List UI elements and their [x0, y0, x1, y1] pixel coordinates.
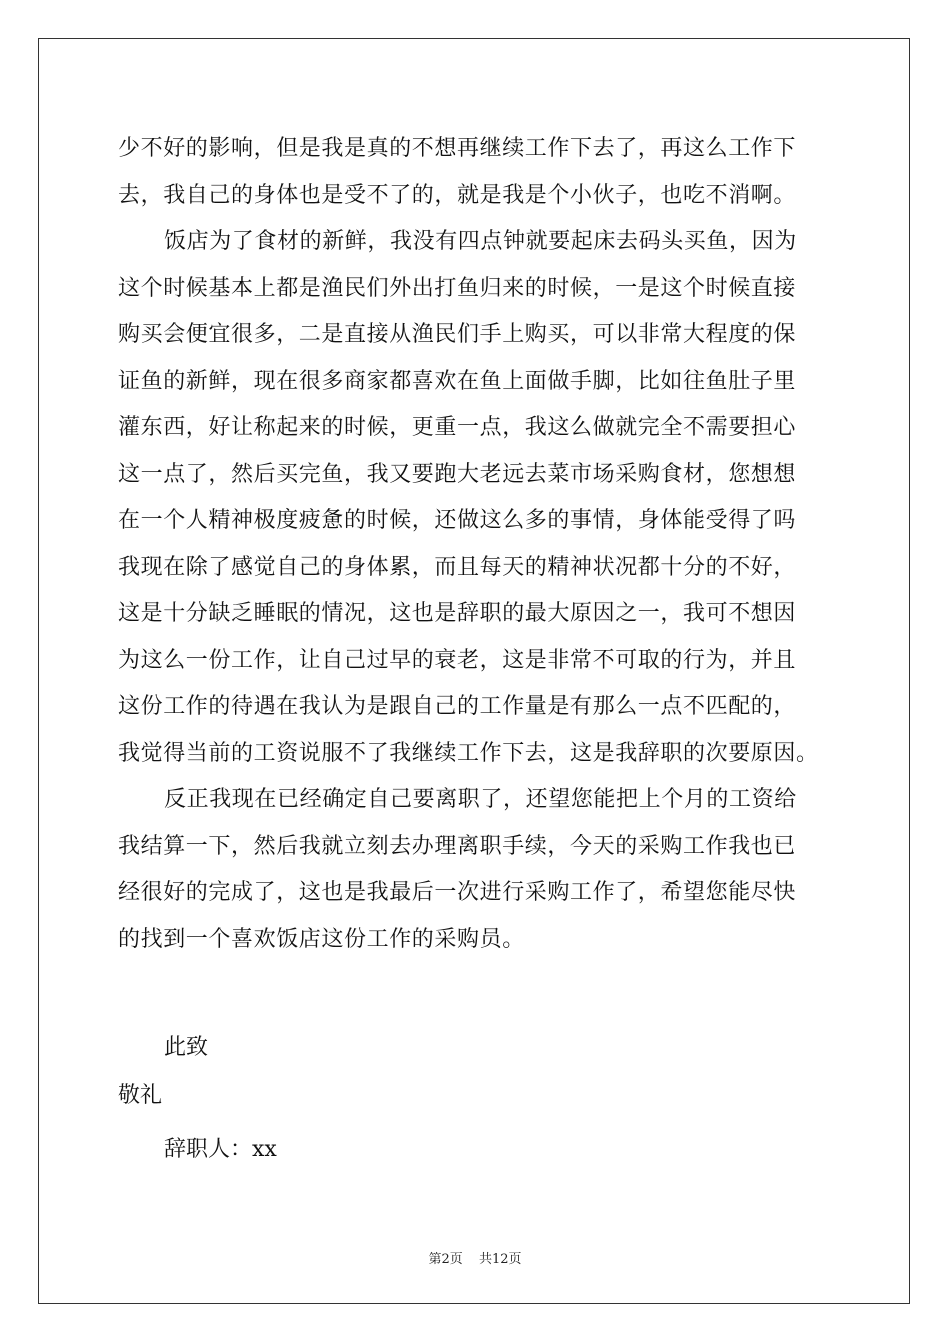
closing-regards: 敬礼 [118, 1083, 163, 1108]
text-line-9: 在一个人精神极度疲惫的时候，还做这么多的事情，身体能受得了吗 [118, 508, 797, 533]
text-line-2: 去，我自己的身体也是受不了的，就是我是个小伙子，也吃不消啊。 [118, 182, 797, 208]
signature-line: 辞职人：xx [164, 1137, 277, 1162]
text-line-5: 购买会便宜很多，二是直接从渔民们手上购买，可以非常大程度的保 [118, 322, 797, 347]
text-line-18: 的找到一个喜欢饭店这份工作的采购员。 [118, 926, 525, 952]
text-line-13: 这份工作的待遇在我认为是跟自己的工作量是有那么一点不匹配的， [118, 694, 797, 719]
text-line-8: 这一点了，然后买完鱼，我又要跑大老远去菜市场采购食材，您想想 [118, 461, 797, 487]
text-line-7: 灌东西，好让称起来的时候，更重一点，我这么做就完全不需要担心 [118, 415, 797, 440]
text-line-17: 经很好的完成了，这也是我最后一次进行采购工作了，希望您能尽快 [118, 880, 797, 905]
text-line-4: 这个时候基本上都是渔民们外出打鱼归来的时候，一是这个时候直接 [118, 275, 797, 301]
text-line-14: 我觉得当前的工资说服不了我继续工作下去，这是我辞职的次要原因。 [118, 740, 819, 766]
text-line-10: 我现在除了感觉自己的身体累，而且每天的精神状况都十分的不好， [118, 554, 797, 580]
text-line-11: 这是十分缺乏睡眠的情况，这也是辞职的最大原因之一，我可不想因 [118, 601, 797, 626]
text-line-15: 反正我现在已经确定自己要离职了，还望您能把上个月的工资给 [164, 787, 797, 812]
letter-body [118, 126, 838, 963]
text-line-16: 我结算一下，然后我就立刻去办理离职手续，今天的采购工作我也已 [118, 833, 797, 859]
text-line-3: 饭店为了食材的新鲜，我没有四点钟就要起床去码头买鱼，因为 [164, 229, 797, 254]
page-number-current: 第2页 [428, 1252, 463, 1267]
page-footer [0, 1248, 950, 1267]
page-number-total: 共12页 [478, 1252, 522, 1267]
text-line-12: 为这么一份工作，让自己过早的衰老，这是非常不可取的行为，并且 [118, 647, 797, 673]
closing-salutation: 此致 [164, 1035, 209, 1060]
text-line-1: 少不好的影响，但是我是真的不想再继续工作下去了，再这么工作下 [118, 136, 797, 161]
text-line-6: 证鱼的新鲜，现在很多商家都喜欢在鱼上面做手脚，比如往鱼肚子里 [118, 368, 797, 394]
